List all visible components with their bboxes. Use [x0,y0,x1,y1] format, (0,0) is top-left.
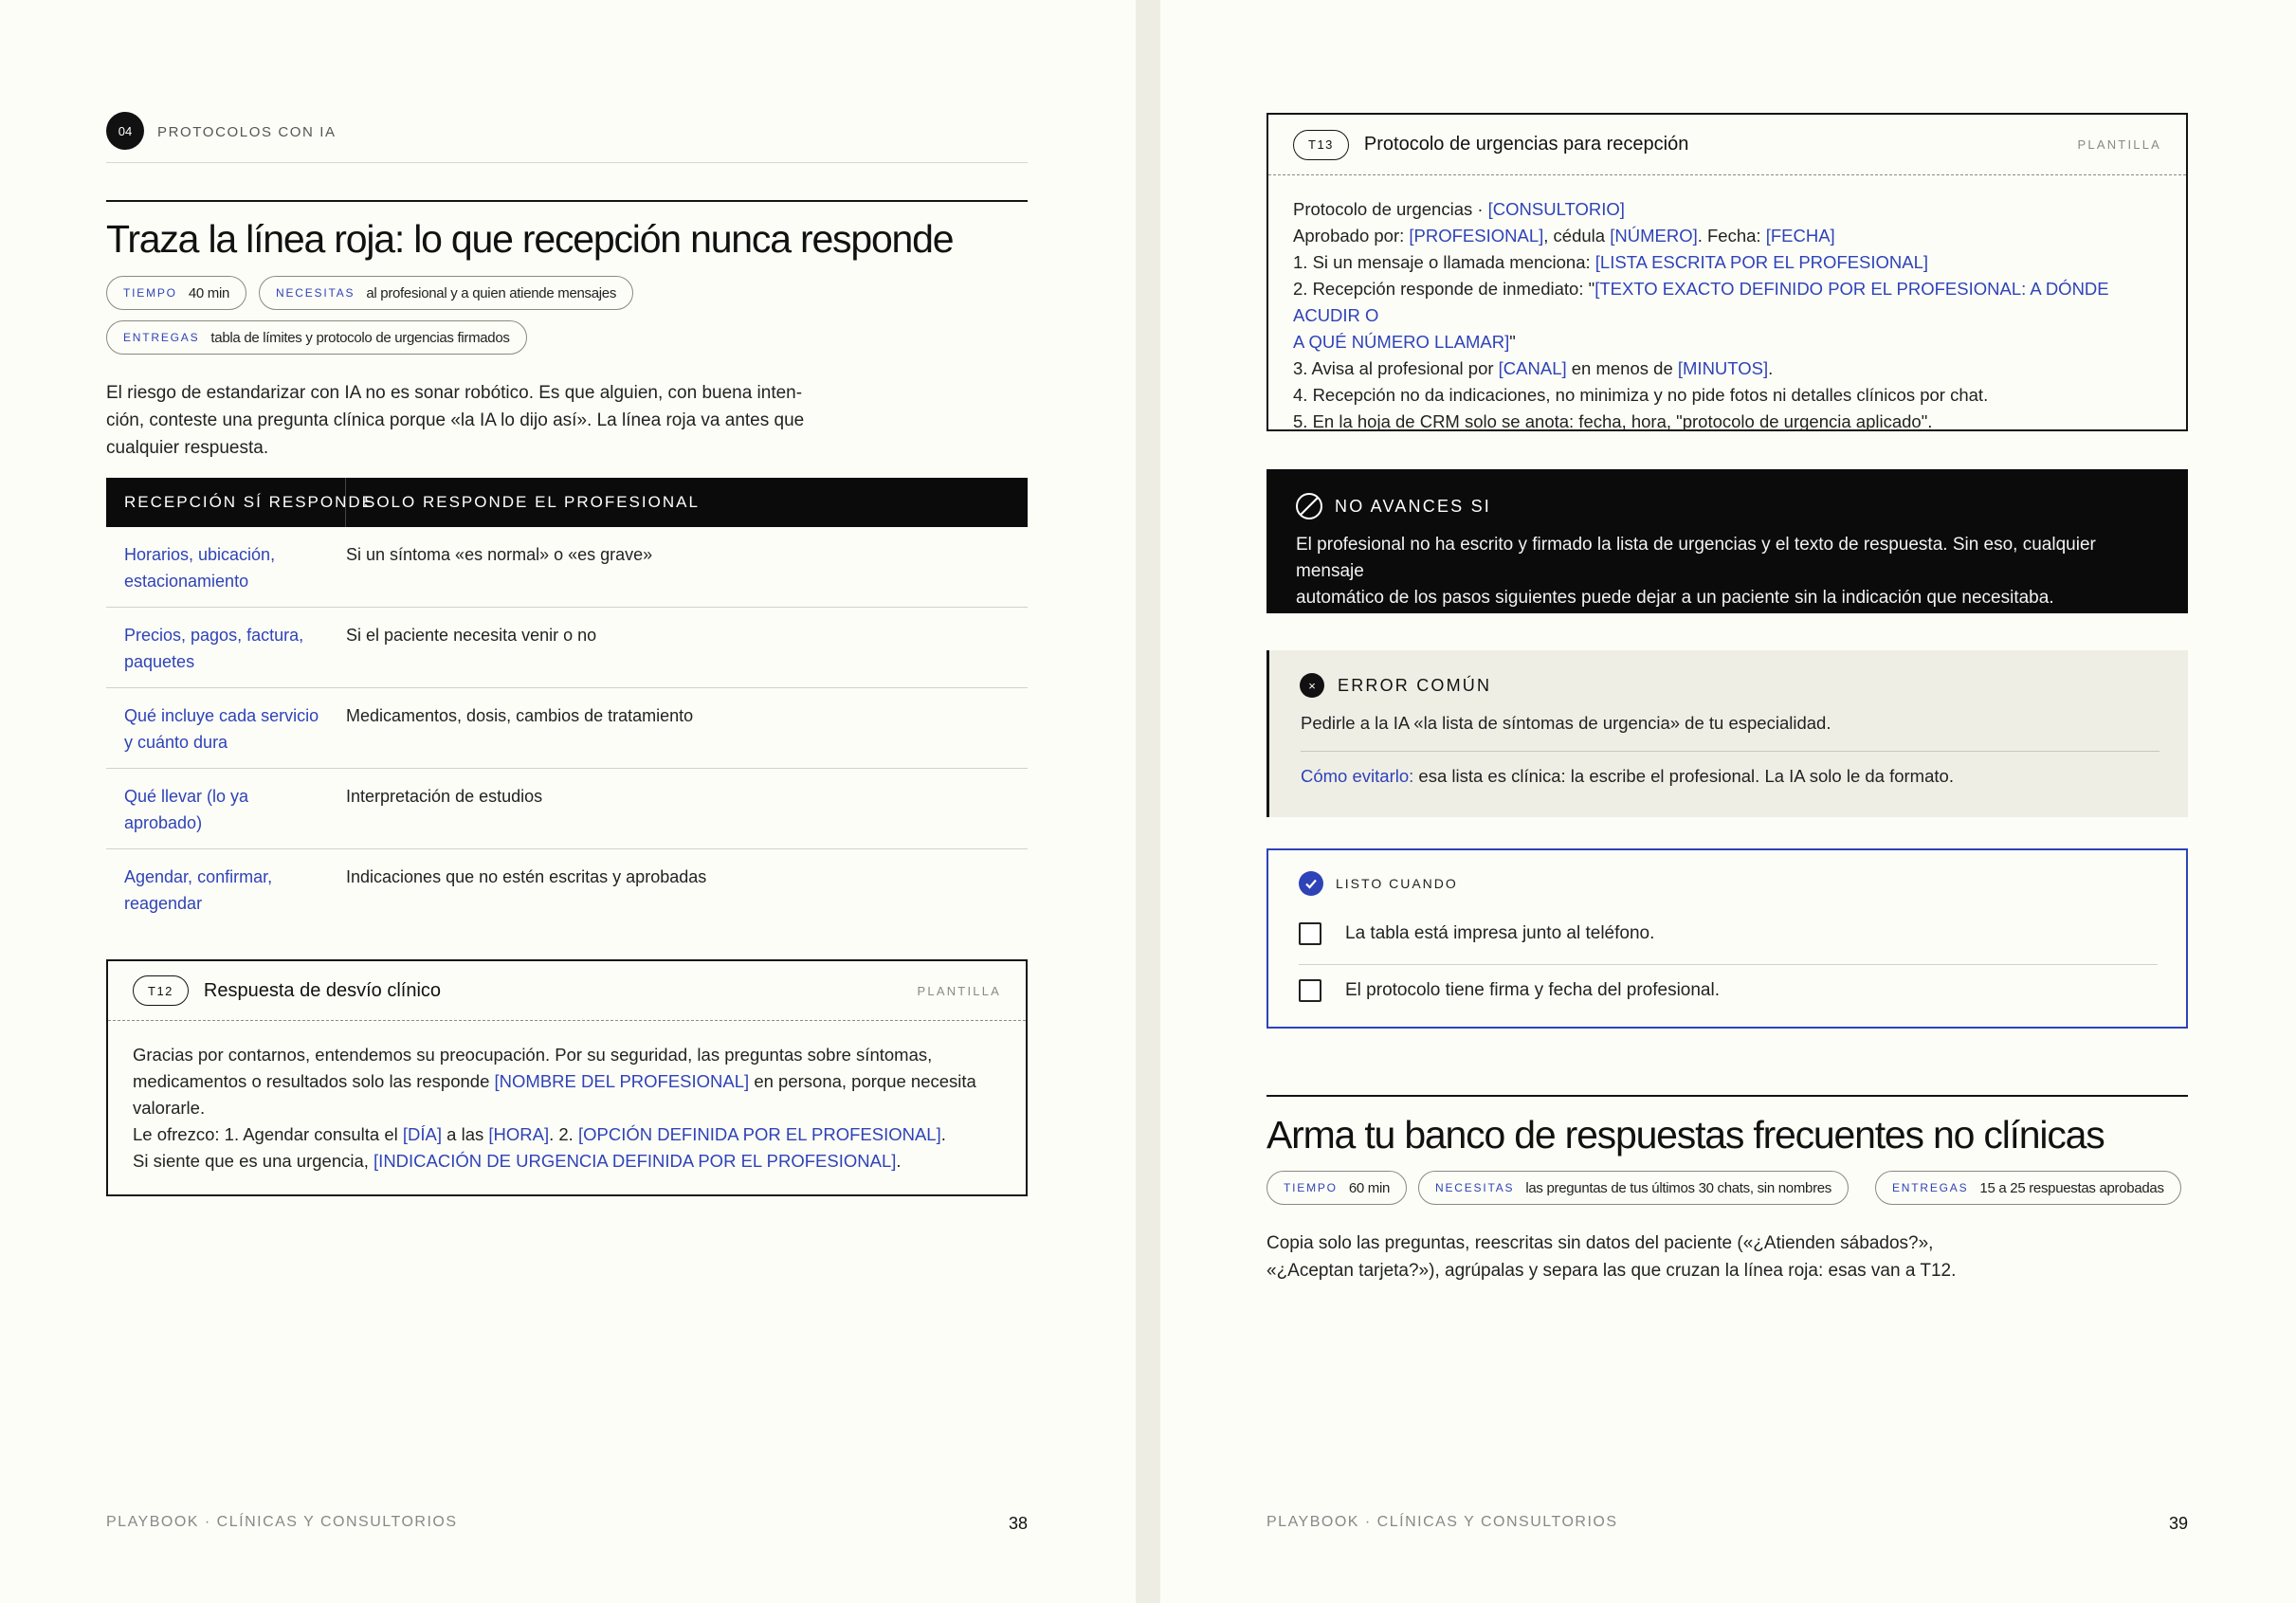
fix-label: Cómo evitarlo: [1301,766,1414,786]
pill-key: NECESITAS [1435,1181,1515,1194]
section-rule [1266,1095,2188,1097]
template-tag: PLANTILLA [2077,137,2161,152]
placeholder: [OPCIÓN DEFINIDA POR EL PROFESIONAL] [577,1124,941,1144]
error-title: ERROR COMÚN [1338,675,1492,695]
template-t13 [1266,113,2188,431]
template-header [1268,115,2186,175]
chapter-header [106,112,1028,163]
placeholder: [NOMBRE DEL PROFESIONAL] [494,1071,750,1091]
template-body: Protocolo de urgencias · [CONSULTORIO] Aprobado por: [PROFESIONAL], cédula [NÚMERO]. Fecha: [FECHA] 1. Si un mensaje o llamada menciona: [LISTA ESCRITA POR EL PROFESIONAL] 2. Recepción responde de inmediato: "[TEXTO EXACTO DEFINIDO POR EL PROFESIONAL: A DÓNDE ACUDIR O A QUÉ NÚMERO LLAMAR]" 3. Avisa al profesional por [CANAL] en menos de [MINUTOS]. 4. Recepción no da indicaciones, no minimiza y no pide fotos ni detalles clínicos por chat. 5. En la hoja de CRM solo se anota: fecha, hora, "protocolo de urgencia aplicado". [1293,199,2109,431]
section-title: Traza la línea roja: lo que recepción nunca responde [106,217,954,261]
table-header-col2: SOLO RESPONDE EL PROFESIONAL [364,493,700,511]
table-cell-reception: Precios, pagos, factura, paquetes [124,626,304,671]
pill-value: las preguntas de tus últimos 30 chats, sin nombres [1525,1179,1832,1196]
placeholder: [INDICACIÓN DE URGENCIA DEFINIDA POR EL PROFESIONAL] [374,1151,897,1171]
placeholder: [TEXTO EXACTO DEFINIDO POR EL PROFESIONAL: A DÓNDE ACUDIR O [1293,279,2109,325]
pill-value: 40 min [188,284,230,301]
placeholder: [LISTA ESCRITA POR EL PROFESIONAL] [1594,252,1929,272]
template-code-badge: T12 [133,975,189,1006]
intro-line: ción, conteste una pregunta clínica porque «la IA lo dijo así». La línea roja va antes que [106,410,805,430]
intro-line: Copia solo las preguntas, reescritas sin datos del paciente («¿Atienden sábados?», [1266,1233,1934,1253]
error-fix: Cómo evitarlo: esa lista es clínica: la escribe el profesional. La IA solo le da formato. [1301,766,1954,786]
template-header [108,961,1026,1021]
template-body: Gracias por contarnos, entendemos su preocupación. Por su seguridad, las preguntas sobre síntomas, medicamentos o resultados solo las responde [NOMBRE DEL PROFESIONAL] en persona, porque necesita valorarle. Le ofrezco: 1. Agendar consulta el [DÍA] a las [HORA]. 2. [OPCIÓN DEFINIDA POR EL PROFESIONAL]. Si siente que es una urgencia, [INDICACIÓN DE URGENCIA DEFINIDA POR EL PROFESIONAL]. [133,1045,976,1171]
section-rule [106,200,1028,202]
table-cell-professional: Indicaciones que no estén escritas y aprobadas [346,867,707,886]
pill-key: ENTREGAS [123,331,200,344]
table-header-col1: RECEPCIÓN SÍ RESPONDE [106,478,346,527]
pill-necesitas [259,276,633,310]
page-number: 39 [2169,1514,2189,1533]
placeholder: [MINUTOS] [1677,358,1769,378]
placeholder: A QUÉ NÚMERO LLAMAR] [1293,332,1510,352]
red-line-table [106,478,1028,930]
intro-paragraph [106,379,804,462]
common-error-callout [1266,650,2188,817]
divider [1301,751,2159,752]
table-row [106,608,1028,688]
table-cell-professional: Si el paciente necesita venir o no [346,626,597,645]
check-circle-icon [1299,871,1323,896]
template-title: Protocolo de urgencias para recepción [1363,134,1689,155]
placeholder: [NÚMERO] [1610,226,1698,246]
intro-line: El riesgo de estandarizar con IA no es sonar robótico. Es que alguien, con buena inten- [106,383,803,403]
close-icon: × [1300,673,1324,698]
page-footer: PLAYBOOK · CLÍNICAS Y CONSULTORIOS [106,1514,458,1530]
page-number: 38 [1009,1514,1029,1533]
table-header [106,478,1028,527]
pill-key: NECESITAS [276,286,355,300]
checklist-label: El protocolo tiene firma y fecha del profesional. [1345,980,1720,1000]
prohibited-icon [1295,492,1323,520]
error-text: Pedirle a la IA «la lista de síntomas de urgencia» de tu especialidad. [1301,713,1831,733]
ready-checklist [1266,848,2188,1029]
intro-paragraph [1266,1230,1956,1284]
template-t12 [106,959,1028,1196]
intro-line: «¿Aceptan tarjeta?»), agrúpalas y separa las que cruzan la línea roja: esas van a T12. [1266,1261,1957,1281]
template-title: Respuesta de desvío clínico [203,979,442,1001]
placeholder: [HORA] [488,1124,550,1144]
page-footer: PLAYBOOK · CLÍNICAS Y CONSULTORIOS [1266,1514,1618,1530]
table-cell-reception: Qué llevar (lo ya aprobado) [124,787,249,832]
stop-callout [1266,469,2188,613]
table-cell-professional: Interpretación de estudios [346,787,543,806]
pill-value: 15 a 25 respuestas aprobadas [1979,1179,2164,1196]
pill-value: 60 min [1348,1179,1391,1196]
divider [1299,964,2158,965]
table-cell-reception: Qué incluye cada servicio y cuánto dura [124,706,319,752]
placeholder: [CANAL] [1498,358,1567,378]
pill-tiempo [106,276,246,310]
table-cell-reception: Agendar, confirmar, reagendar [124,867,273,913]
checkbox[interactable] [1299,922,1321,945]
pill-entregas [106,320,527,355]
table-row [106,527,1028,608]
placeholder: [DÍA] [402,1124,443,1144]
checklist-item[interactable] [1299,979,1720,1002]
stop-callout-title: NO AVANCES SI [1335,496,1491,516]
chapter-number-badge: 04 [106,112,144,150]
checkbox[interactable] [1299,979,1321,1002]
table-row [106,849,1028,930]
table-cell-reception: Horarios, ubicación, estacionamiento [124,545,276,591]
placeholder: [CONSULTORIO] [1487,199,1625,219]
pill-key: TIEMPO [123,286,177,300]
stop-callout-text: El profesional no ha escrito y firmado la lista de urgencias y el texto de respuesta. Sin eso, cualquier mensaje automático de los pasos siguientes puede dejar a un paciente sin la indicación que necesitaba. [1296,535,2096,608]
pill-key: ENTREGAS [1892,1181,1969,1194]
pill-value: al profesional y a quien atiende mensajes [366,284,617,301]
pill-entregas [1875,1171,2181,1205]
pill-necesitas [1418,1171,1849,1205]
template-code-badge: T13 [1293,130,1349,160]
pill-tiempo [1266,1171,1407,1205]
placeholder: [PROFESIONAL] [1409,226,1544,246]
table-cell-professional: Medicamentos, dosis, cambios de tratamiento [346,706,694,725]
checklist-item[interactable] [1299,922,1654,945]
checklist-title: LISTO CUANDO [1336,876,1458,891]
pill-key: TIEMPO [1284,1181,1338,1194]
table-row [106,769,1028,849]
placeholder: [FECHA] [1765,226,1835,246]
page-39 [1160,0,2296,1603]
intro-line: cualquier respuesta. [106,438,269,458]
checklist-label: La tabla está impresa junto al teléfono. [1345,923,1655,943]
page-38 [0,0,1136,1603]
table-cell-professional: Si un síntoma «es normal» o «es grave» [346,545,653,564]
chapter-label: PROTOCOLOS CON IA [157,124,337,140]
table-row [106,688,1028,769]
section-title: Arma tu banco de respuestas frecuentes no clínicas [1266,1113,2105,1157]
pill-value: tabla de límites y protocolo de urgencias firmados [210,329,510,346]
template-tag: PLANTILLA [917,983,1001,998]
